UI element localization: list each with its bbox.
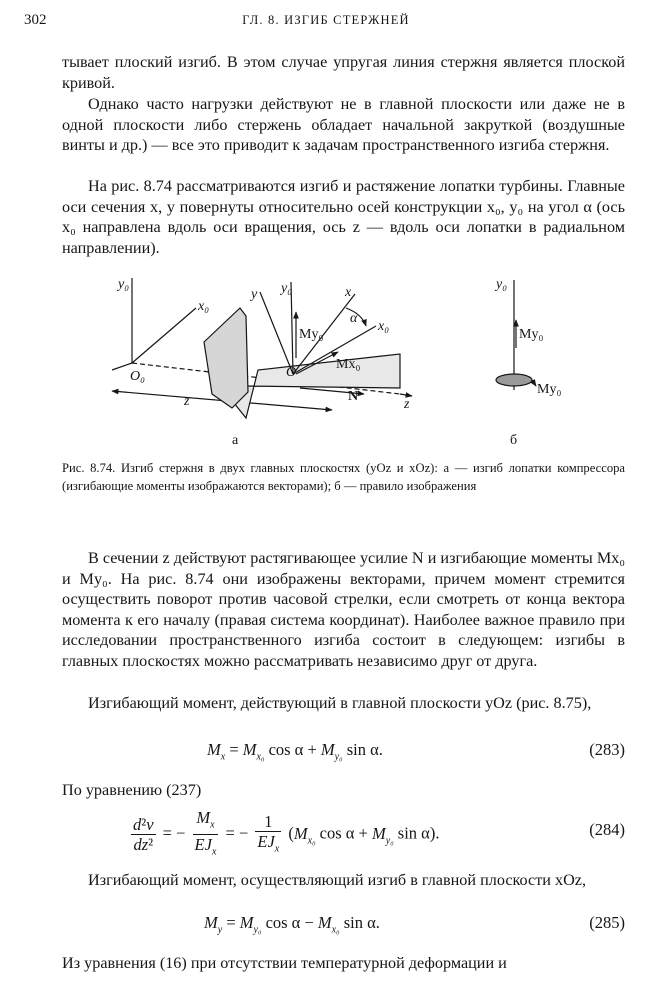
equation-285	[62, 913, 625, 937]
label-x0-right: x₀	[378, 319, 390, 334]
blade-root	[204, 308, 248, 408]
axis-stub-left	[112, 363, 132, 370]
figure-caption	[62, 460, 625, 495]
figure-8-74	[100, 268, 570, 450]
rotation-rule-disk	[496, 374, 532, 386]
equation-284-body: $\frac{\text{d²v}}{\text{dz²}}$ = − $\frac{M_x}{EJ_x}$ = − $\frac{1}{EJ_x}$ ($M_{x_0}$ $\cos \alpha + M_{y_0}$ sin α).	[128, 808, 439, 862]
label-O0: O₀	[130, 369, 145, 384]
equation-285-body: $M_y = M_{y_0}$ $\cos \alpha - M_{x_0}$ sin α.	[204, 913, 380, 936]
paragraph-5: Изгибающий момент, действующий в главной плоскости yOz (рис. 8.75),	[88, 694, 592, 712]
label-My0: My₀	[299, 327, 324, 342]
label-x0-left: x₀	[198, 299, 210, 314]
page-header	[24, 12, 628, 34]
label-My0-b-side: My₀	[537, 382, 562, 397]
axis-y	[260, 292, 293, 374]
paragraph-1: тывает плоский изгиб. В этом случае упругая линия стержня является плоской кривой.	[62, 53, 625, 92]
label-z-right: z	[404, 397, 410, 412]
equation-283-body: $M_x = M_{x_0}$ $\cos \alpha + M_{y_0}$ sin α.	[207, 740, 383, 763]
label-Mx0: Mx₀	[336, 357, 361, 372]
label-b: б	[510, 433, 518, 448]
axis-x0-left	[132, 308, 196, 363]
label-My0-b-up: My₀	[519, 327, 544, 342]
rotation-arrow-b	[532, 380, 536, 386]
label-z-left: z	[184, 394, 190, 409]
label-x: x	[345, 285, 352, 300]
label-y0-b: y₀	[496, 277, 508, 292]
equation-285-number: (285)	[589, 913, 625, 932]
paragraph-7: Изгибающий момент, осуществляющий изгиб в главной плоскости xOz,	[88, 871, 587, 889]
label-N: N	[348, 389, 359, 404]
equation-284	[62, 808, 625, 858]
paragraph-3: На рис. 8.74 рассматриваются изгиб и растяжение лопатки турбины. Главные оси сечения x, y повернуты относительно осей конструкции x₀, y₀ на угол α (ось x₀ направлена вдоль оси вращения, ось z — вдоль оси лопатки в радиальном направлении).	[62, 177, 625, 257]
label-O: O	[286, 365, 297, 380]
paragraph-6: По уравнению (237)	[62, 781, 202, 799]
equation-284-number: (284)	[589, 820, 625, 839]
axis-z-right	[400, 394, 412, 396]
paragraph-8: Из уравнения (16) при отсутствии температурной деформации и	[62, 954, 507, 972]
paragraph-2: Однако часто нагрузки действуют не в главной плоскости или даже не в одной плоскости либо стержень обладает начальной закруткой (воздушные винты и др.) — все это приводит к задачам пространственного изгиба стержня.	[62, 95, 625, 154]
caption-text: Рис. 8.74. Изгиб стержня в двух главных плоскостях (yOz и xOz): а — изгиб лопатки компрессора (изгибающие моменты изображаются векторами); б — правило изображения	[62, 461, 625, 493]
equation-283	[62, 740, 625, 764]
label-alpha: α	[350, 311, 358, 326]
equation-283-number: (283)	[589, 740, 625, 759]
paragraph-4: В сечении z действуют растягивающее усилие N и изгибающие моменты Mx₀ и My₀. На рис. 8.74 они изображены векторами, причем момент стремится осуществить поворот против часовой стрелки, если смотреть от конца вектора момента к его началу (правая система координат). Наиболее важное правило при исследовании пространственного изгиба состоит в следующем: изгибы в главных плоскостях можно рассматривать независимо друг от друга.	[62, 549, 625, 670]
label-y0-left: y₀	[118, 277, 130, 292]
page-number: 302	[24, 12, 47, 28]
label-y: y	[251, 287, 258, 302]
label-a: а	[232, 433, 239, 448]
running-title: ГЛ. 8. ИЗГИБ СТЕРЖНЕЙ	[242, 13, 410, 27]
label-y0-mid: y₀	[281, 281, 293, 296]
